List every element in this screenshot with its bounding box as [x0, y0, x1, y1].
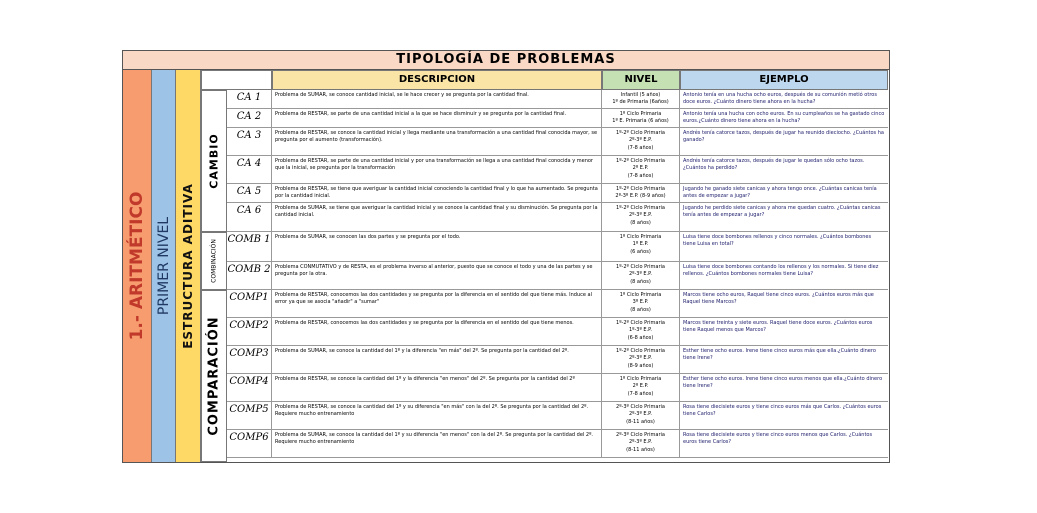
row-description: Problema de SUMAR, se conoce cantidad inicial, se le hace crecer y se pregunta por la cantidad final. — [272, 90, 602, 108]
row-description: Problema de RESTAR, se parte de una cantidad inicial a la que se hace disminuir y se pregunta por la cantidad final. — [272, 109, 602, 127]
row-description: Problema de RESTAR, se conoce la cantidad inicial y llega mediante una transformación a una cantidad final conocida mayor, se pregunta por el aumento (transformación). — [272, 128, 602, 155]
row-nivel: 1º-2º Ciclo Primaria 1º-3º E.P. (6-8 años) — [602, 318, 680, 345]
row-nivel: 1º Ciclo Primaria 1º E. Primaria (6 años) — [602, 109, 680, 127]
row-ejemplo: Rosa tiene diecisiete euros y tiene cinco euros más que Carlos. ¿Cuántos euros tiene Carlos? — [683, 404, 882, 418]
row-ejemplo: Esther tiene ocho euros. Irene tiene cinco euros más que ella.¿Cuánto dinero tiene Irene? — [683, 348, 876, 362]
band-estructura-aditiva — [176, 70, 201, 462]
row-ejemplo: Jugando he ganado siete canicas y ahora tengo once. ¿Cuántas canicas tenía antes de empezar a jugar? — [683, 186, 877, 200]
row-description: Problema de SUMAR, se conocen las dos partes y se pregunta por el todo. — [272, 232, 602, 261]
table-row — [227, 346, 888, 374]
row-code: COMP2 — [227, 318, 272, 345]
row-nivel: 1º-2º Ciclo Primaria 2º-3º E.P. (8 años) — [602, 262, 680, 289]
table-row — [227, 203, 888, 232]
table-row — [227, 109, 888, 128]
row-ejemplo: Luisa tiene doce bombones contando los rellenos y los normales. Si tiene diez rellenos. ¿Cuántos bombones normales tiene Luisa? — [683, 264, 879, 278]
row-description: Problema de RESTAR, conocemos las dos cantidades y se pregunta por la diferencia en el sentido del que tiene más. Induce al error ya que se asocia "añadir" a "sumar" — [272, 290, 602, 317]
header-descripcion: DESCRIPCION — [272, 70, 602, 90]
table-row — [227, 128, 888, 156]
row-nivel: 1º Ciclo Primaria 1º E.P. (6 años) — [602, 232, 680, 261]
table-row — [227, 232, 888, 262]
table-row — [227, 90, 888, 109]
band-estructura-aditiva-label: ESTRUCTURA ADITIVA — [181, 183, 195, 349]
group-comparacion-label: COMPARACIÓN — [206, 316, 222, 436]
row-code: CA 4 — [227, 156, 272, 183]
row-code: CA 6 — [227, 203, 272, 231]
row-nivel: 2º-3º Ciclo Primaria 2º-3º E.P. (8-11 años) — [602, 402, 680, 429]
row-nivel: 1º Ciclo Primaria 2º E.P. (7-8 años) — [602, 374, 680, 401]
row-code: COMP6 — [227, 430, 272, 457]
row-description: Problema de SUMAR, se tiene que averiguar la cantidad inicial y se conoce la cantidad final y su disminución. Se pregunta por la cantidad inicial. — [272, 203, 602, 231]
row-description: Problema de RESTAR, se conoce la cantidad del 1º y la diferencia "en menos" del 2º. Se pregunta por la cantidad del 2º — [272, 374, 602, 401]
row-nivel: 2º-3º Ciclo Primaria 2º-3º E.P. (8-11 años) — [602, 430, 680, 457]
row-description: Problema de RESTAR, se conoce la cantidad del 1º y su diferencia "en más" con la del 2º. Se pregunta por la cantidad del 2º. Requiere mucho entrenamiento — [272, 402, 602, 429]
row-description: Problema de SUMAR, se conoce la cantidad del 1º y la diferencia "en más" del 2º. Se pregunta por la cantidad del 2º. — [272, 346, 602, 373]
row-ejemplo: Antonio tenía una hucha con ocho euros. En su cumpleaños se ha gastado cinco euros.¿Cuánto dinero tiene ahora en la hucha? — [683, 111, 885, 125]
table-row — [227, 184, 888, 203]
table-row — [227, 156, 888, 184]
row-code: COMB 1 — [227, 232, 272, 261]
row-nivel: Infantil (5 años) 1º de Primaria (6años) — [602, 90, 680, 108]
band-primer-nivel — [152, 70, 176, 462]
row-nivel: 1º Ciclo Primaria 3º E.P. (8 años) — [602, 290, 680, 317]
table-row — [227, 318, 888, 346]
table-row — [227, 262, 888, 290]
band-aritmetico-label: 1.- ARITMÉTICO — [127, 191, 147, 341]
table-title: TIPOLOGÍA DE PROBLEMAS — [123, 51, 889, 70]
row-code: CA 2 — [227, 109, 272, 127]
row-nivel: 1º-2º Ciclo Primaria 2º-3º E.P. (8 años) — [602, 203, 680, 231]
row-code: COMP5 — [227, 402, 272, 429]
table-row — [227, 402, 888, 430]
header-blank — [201, 70, 272, 90]
row-nivel: 1º-2º Ciclo Primaria 2º-3º E.P. (7-8 años) — [602, 128, 680, 155]
row-description: Problema de RESTAR, se parte de una cantidad inicial y por una transformación se llega a una cantidad final conocida y menor que la inicial, se pregunta por la transformación — [272, 156, 602, 183]
row-code: CA 3 — [227, 128, 272, 155]
row-description: Problema de RESTAR, conocemos las dos cantidades y se pregunta por la diferencia en el sentido del que tiene menos. — [272, 318, 602, 345]
row-nivel: 1º-2º Ciclo Primaria 2º-3º E.P. (8-9 años) — [602, 346, 680, 373]
header-ejemplo: EJEMPLO — [680, 70, 888, 90]
row-code: COMP4 — [227, 374, 272, 401]
band-primer-nivel-label: PRIMER NIVEL — [155, 216, 172, 316]
row-ejemplo: Andrés tenía catorce tazos, después de jugar ha reunido dieciocho. ¿Cuántos ha ganado? — [683, 130, 884, 144]
row-description: Problema CONMUTATIVO y de RESTA, es el problema inverso al anterior, puesto que se conoce el todo y una de las partes y se pregunta por la otra. — [272, 262, 602, 289]
group-cambio — [201, 90, 227, 232]
row-nivel: 1º-2º Ciclo Primaria 2º-3º E.P. (8-9 años) — [602, 184, 680, 202]
row-ejemplo: Andrés tenía catorce tazos, después de jugar le quedan sólo ocho tazos. ¿Cuántos ha perdido? — [683, 158, 865, 172]
header-nivel: NIVEL — [602, 70, 680, 90]
row-ejemplo: Antonio tenía en una hucha ocho euros, después de su comunión metió otros doce euros. ¿Cuánto dinero tiene ahora en la hucha? — [683, 92, 877, 106]
group-combinacion — [201, 232, 227, 290]
group-combinacion-label: COMBINACIÓN — [210, 239, 218, 283]
row-ejemplo: Jugando he perdido siete canicas y ahora me quedan cuatro. ¿Cuántas canicas tenía antes de empezar a jugar? — [683, 205, 881, 219]
row-ejemplo: Luisa tiene doce bombones rellenos y cinco normales. ¿Cuántos bombones tiene Luisa en total? — [683, 234, 872, 248]
row-ejemplo: Esther tiene ocho euros. Irene tiene cinco euros menos que ella.¿Cuánto dinero tiene Irene? — [683, 376, 883, 390]
row-code: CA 1 — [227, 90, 272, 108]
table-row — [227, 430, 888, 458]
band-aritmetico — [123, 70, 152, 462]
row-description: Problema de SUMAR, se conoce la cantidad del 1º y su diferencia "en menos" con la del 2º. Se pregunta por la cantidad del 2º. Requiere mucho entrenamiento — [272, 430, 602, 457]
row-code: COMB 2 — [227, 262, 272, 289]
row-nivel: 1º-2º Ciclo Primaria 2º E.P. (7-8 años) — [602, 156, 680, 183]
table-row — [227, 374, 888, 402]
row-code: COMP1 — [227, 290, 272, 317]
table-row — [227, 290, 888, 318]
row-code: CA 5 — [227, 184, 272, 202]
row-code: COMP3 — [227, 346, 272, 373]
row-description: Problema de RESTAR, se tiene que averiguar la cantidad inicial conociendo la cantidad final y lo que ha aumentado. Se pregunta por la cantidad inicial. — [272, 184, 602, 202]
row-ejemplo: Marcos tiene treinta y siete euros. Raquel tiene doce euros. ¿Cuántos euros tiene Raquel menos que Marcos? — [683, 320, 873, 334]
row-ejemplo: Marcos tiene ocho euros, Raquel tiene cinco euros. ¿Cuántos euros más que Raquel tiene Marcos? — [683, 292, 874, 306]
group-comparacion — [201, 290, 227, 462]
row-ejemplo: Rosa tiene diecisiete euros y tiene cinco euros menos que Carlos. ¿Cuántos euros tiene Carlos? — [683, 432, 873, 446]
group-cambio-label: CAMBIO — [207, 133, 221, 189]
